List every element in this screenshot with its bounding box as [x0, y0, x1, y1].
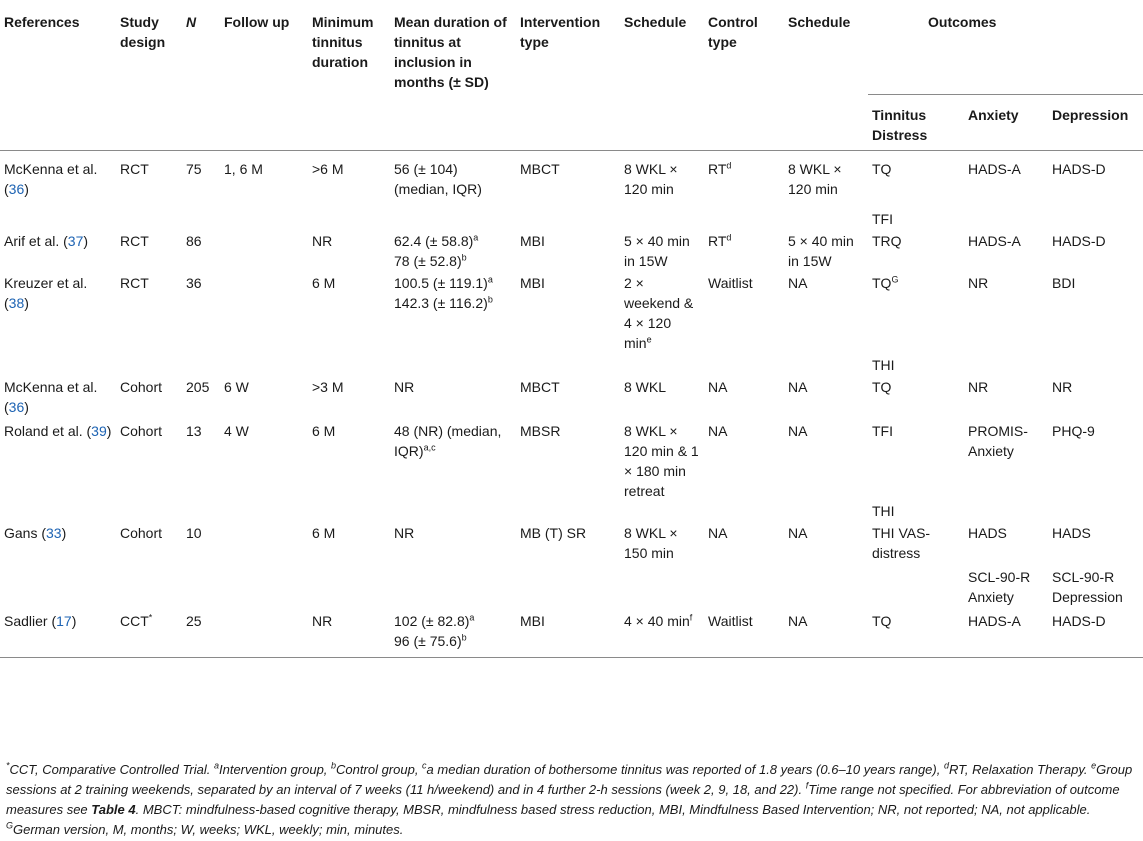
ref-cell: Gans (33)	[4, 525, 67, 541]
intervention-cell: MBCT	[516, 151, 620, 200]
depression-cell: PHQ-9	[1052, 423, 1095, 439]
schedule2-cell: NA	[788, 525, 808, 541]
col-mean-duration: Mean duration of tinnitus at inclusion in months (± SD)	[394, 14, 507, 90]
min-cell: 6 M	[312, 525, 336, 541]
distress-cell: THI	[872, 357, 895, 373]
distress-cell: TQ	[868, 151, 964, 200]
anxiety-cell: NR	[968, 379, 989, 395]
follow-cell: 4 W	[224, 423, 249, 439]
design-cell: Cohort	[120, 423, 163, 439]
col-follow-up: Follow up	[224, 14, 290, 30]
mean-cell: NR	[394, 525, 415, 541]
distress-cell: $TQ^G$	[872, 274, 899, 291]
table-row	[0, 563, 1143, 607]
ref-cell: McKenna et al. (36)	[0, 151, 116, 200]
depression-cell: HADS-D	[1048, 151, 1143, 200]
mean-cell: NR	[394, 379, 415, 395]
col-depression: Depression	[1048, 94, 1143, 151]
n-cell: 25	[182, 607, 220, 658]
citation-link[interactable]: 37	[67, 233, 84, 249]
depression-cell: SCL-90-R Depression	[1052, 569, 1123, 605]
table-row	[0, 151, 1143, 200]
anxiety-cell: HADS-A	[964, 151, 1048, 200]
depression-cell: NR	[1052, 379, 1073, 395]
design-cell: CCT*	[116, 607, 182, 658]
n-cell: 10	[186, 525, 202, 541]
anxiety-cell: NR	[968, 275, 989, 291]
anxiety-cell: HADS	[968, 525, 1007, 541]
schedule-cell: 2 × weekend & 4 × 120 $\min^e$	[624, 275, 694, 351]
min-cell: NR	[308, 607, 390, 658]
min-cell: >3 M	[312, 379, 344, 395]
col-intervention: Intervention type	[520, 14, 601, 50]
mean-cell: 48 (NR) (median, IQR)$^{a,c}$	[394, 423, 502, 459]
schedule2-cell: 5 × 40 min in 15W	[788, 233, 854, 269]
schedule2-cell: NA	[788, 423, 808, 439]
design-cell: RCT	[116, 151, 182, 200]
schedule-cell: 4 × 40 $\min^f$	[620, 607, 704, 658]
follow-cell: 6 W	[224, 379, 249, 395]
col-references: References	[4, 14, 80, 30]
schedule-cell: 8 WKL	[624, 379, 667, 395]
table-row	[0, 231, 1143, 271]
schedule2-cell: NA	[788, 275, 808, 291]
distress-cell: THI VAS-distress	[872, 525, 931, 561]
schedule-cell: 8 WKL × 120 min	[620, 151, 704, 200]
col-study-design: Study design	[120, 14, 166, 50]
col-outcomes: Outcomes	[928, 14, 997, 30]
min-cell: >6 M	[308, 151, 390, 200]
anxiety-cell: HADS-A	[968, 233, 1021, 249]
table-4-link[interactable]: Table 4	[91, 802, 136, 817]
table-footnote: *CCT, Comparative Controlled Trial. $^a$Intervention group, $^b$Control group, $^c$a median duration of bothersome tinnitus was reported of 1.8 years (0.6–10 years range), $^d$RT, Relaxation Therapy. $^e$Group sessions at 2 training weekends, separated by an interval of 7 weeks (11 h/weekend) and in 4 further 2-h sessions (week 2, 9, 18, and 22). $^f$Time range not specified. For abbreviation of outcome measures see Table 4. MBCT: mindfulness-based cognitive therapy, MBSR, mindfulness based stress reduction, MBI, Mindfulness Based Intervention; NR, not reported; NA, not applicable. $^G$German version, M, months; W, weeks; WKL, weekly; min, minutes.	[6, 760, 1133, 837]
table-row	[0, 353, 1143, 377]
col-anxiety: Anxiety	[964, 94, 1048, 151]
control-cell: NA	[708, 525, 728, 541]
min-cell: NR	[312, 233, 333, 249]
follow-cell: 1, 6 M	[220, 151, 308, 200]
citation-link[interactable]: 39	[91, 423, 107, 439]
table-row	[0, 523, 1143, 563]
ref-cell: Sadlier (17)	[0, 607, 116, 658]
intervention-cell: MBCT	[520, 379, 560, 395]
intervention-cell: MBI	[516, 607, 620, 658]
n-cell: 13	[186, 423, 202, 439]
n-cell: 205	[186, 379, 210, 395]
col-n: N	[186, 14, 197, 30]
anxiety-cell: SCL-90-R Anxiety	[968, 569, 1031, 605]
design-cell: RCT	[120, 275, 149, 291]
citation-link[interactable]: 33	[46, 525, 62, 541]
depression-cell: HADS	[1052, 525, 1091, 541]
mean-cell: 102 (± 82.8)$^a$ 96 (± 75.6)$^b$	[390, 607, 516, 658]
table-row	[0, 501, 1143, 523]
col-min-duration: Minimum tinnitus duration	[312, 14, 374, 70]
control-cell: Waitlist	[704, 607, 784, 658]
schedule-cell: 8 WKL × 150 min	[624, 525, 678, 561]
citation-link[interactable]: 17	[56, 613, 72, 629]
col-schedule: Schedule	[624, 14, 687, 30]
design-cell: Cohort	[120, 525, 163, 541]
citation-link[interactable]: 36	[8, 399, 25, 415]
distress-cell: TFI	[872, 211, 893, 227]
intervention-cell: MB (T) SR	[520, 525, 587, 541]
ref-cell: Roland et al. (39)	[4, 423, 112, 439]
ref-cell: Arif et al. (37)	[4, 233, 89, 249]
schedule-cell: 5 × 40 min in 15W	[624, 233, 690, 269]
mean-cell: 62.4 (± 58.8)$^a$ 78 (± 52.8)$^b$	[394, 232, 479, 269]
schedule2-cell: NA	[784, 607, 868, 658]
distress-cell: THI	[872, 503, 895, 519]
ref-cell: McKenna et al. (36)	[4, 379, 98, 415]
depression-cell: HADS-D	[1052, 233, 1106, 249]
design-cell: Cohort	[120, 379, 163, 395]
citation-link[interactable]: 38	[8, 295, 25, 311]
mean-cell: 56 (± 104) (median, IQR)	[390, 151, 516, 200]
table-row	[0, 417, 1143, 501]
distress-cell: TFI	[872, 423, 893, 439]
n-cell: 36	[186, 275, 202, 291]
n-cell: 75	[182, 151, 220, 200]
table-row	[0, 199, 1143, 231]
header-row	[0, 0, 1143, 94]
depression-cell: BDI	[1052, 275, 1076, 291]
distress-cell: TQ	[868, 607, 964, 658]
control-cell: $RT^d$	[708, 232, 732, 249]
depression-cell: HADS-D	[1048, 607, 1143, 658]
schedule2-cell: 8 WKL × 120 min	[784, 151, 868, 200]
control-cell: NA	[708, 423, 728, 439]
control-cell: Waitlist	[708, 275, 753, 291]
table-row	[0, 377, 1143, 417]
n-cell: 86	[186, 233, 202, 249]
control-cell: $RT^d$	[704, 151, 784, 200]
table-row	[0, 271, 1143, 353]
table-row	[0, 607, 1143, 658]
min-cell: 6 M	[312, 423, 336, 439]
distress-cell: TRQ	[872, 233, 902, 249]
anxiety-cell: HADS-A	[964, 607, 1048, 658]
mean-cell: 100.5 (± 119.1)$^a$ 142.3 (± 116.2)$^b$	[394, 274, 493, 311]
design-cell: RCT	[120, 233, 149, 249]
intervention-cell: MBI	[520, 275, 545, 291]
col-schedule-control: Schedule	[788, 14, 851, 30]
schedule-cell: 8 WKL × 120 min & 1 × 180 min retreat	[624, 423, 699, 499]
distress-cell: TQ	[872, 379, 892, 395]
citation-link[interactable]: 36	[8, 181, 25, 197]
anxiety-cell: PROMIS-Anxiety	[968, 423, 1028, 459]
schedule2-cell: NA	[788, 379, 808, 395]
col-distress: Tinnitus Distress	[868, 94, 964, 151]
intervention-cell: MBI	[520, 233, 545, 249]
ref-cell: Kreuzer et al. (38)	[4, 275, 88, 311]
min-cell: 6 M	[312, 275, 336, 291]
intervention-cell: MBSR	[520, 423, 561, 439]
col-control: Control type	[708, 14, 758, 50]
subheader-row	[0, 94, 1143, 151]
control-cell: NA	[708, 379, 728, 395]
